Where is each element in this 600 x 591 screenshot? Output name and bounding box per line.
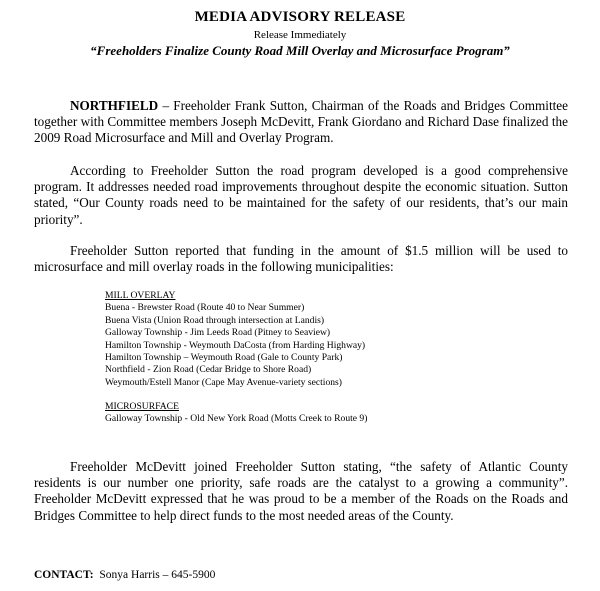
list-item: Hamilton Township – Weymouth Road (Gale to County Park)	[105, 352, 343, 364]
paragraph-northfield	[34, 98, 568, 147]
release-note: Release Immediately	[253, 29, 347, 41]
list-item: Northfield - Zion Road (Cedar Bridge to Shore Road)	[105, 364, 312, 376]
list-item: Weymouth/Estell Manor (Cape May Avenue-variety sections)	[105, 376, 342, 388]
microsurface-list	[105, 401, 525, 426]
contact-label: CONTACT:	[34, 569, 94, 581]
paragraph-mcdevitt-statement: Freeholder McDevitt joined Freeholder Sutton stating, “the safety of Atlantic County residents is our number one priority, safe roads are the catalyst to a growing a community”. Freeholder McDevitt expressed that he was proud to be a member of the Roads on the Roads and Bridges Committee to help direct funds to the most needed areas of the County.	[34, 459, 568, 523]
contact-line	[34, 568, 215, 582]
dateline: NORTHFIELD	[70, 98, 159, 113]
paragraph-sutton-statement: According to Freeholder Sutton the road program developed is a good comprehensive program. It addresses needed road improvements throughout despite the economic situation. Sutton stated, “Our County roads need to be maintained for the safety of our residents, that’s our main priority”.	[34, 163, 568, 227]
list-item: Buena - Brewster Road (Route 40 to Near Summer)	[105, 302, 305, 314]
mill-overlay-list	[105, 290, 525, 389]
paragraph-funding: Freeholder Sutton reported that funding in the amount of $1.5 million will be used to microsurface and mill overlay roads in the following municipalities:	[34, 243, 568, 275]
release-headline: “Freeholders Finalize County Road Mill Overlay and Microsurface Program”	[90, 43, 510, 58]
mill-overlay-heading: MILL OVERLAY	[105, 290, 176, 301]
microsurface-heading: MICROSURFACE	[105, 401, 179, 412]
document-title: MEDIA ADVISORY RELEASE	[194, 9, 406, 25]
contact-value: Sonya Harris – 645-5900	[99, 569, 216, 581]
list-item: Galloway Township - Jim Leeds Road (Pitney to Seaview)	[105, 327, 331, 339]
list-item: Buena Vista (Union Road through intersection at Landis)	[105, 314, 325, 326]
list-item: Galloway Township - Old New York Road (Motts Creek to Route 9)	[105, 413, 368, 425]
paragraph-northfield-text: – Freeholder Frank Sutton, Chairman of the Roads and Bridges Committee together with Committee members Joseph McDevitt, Frank Giordano and Richard Dase finalized the 2009 Road Microsurface and Mill and Overlay Program.	[34, 98, 568, 146]
list-item: Hamilton Township - Weymouth DaCosta (from Harding Highway)	[105, 339, 366, 351]
